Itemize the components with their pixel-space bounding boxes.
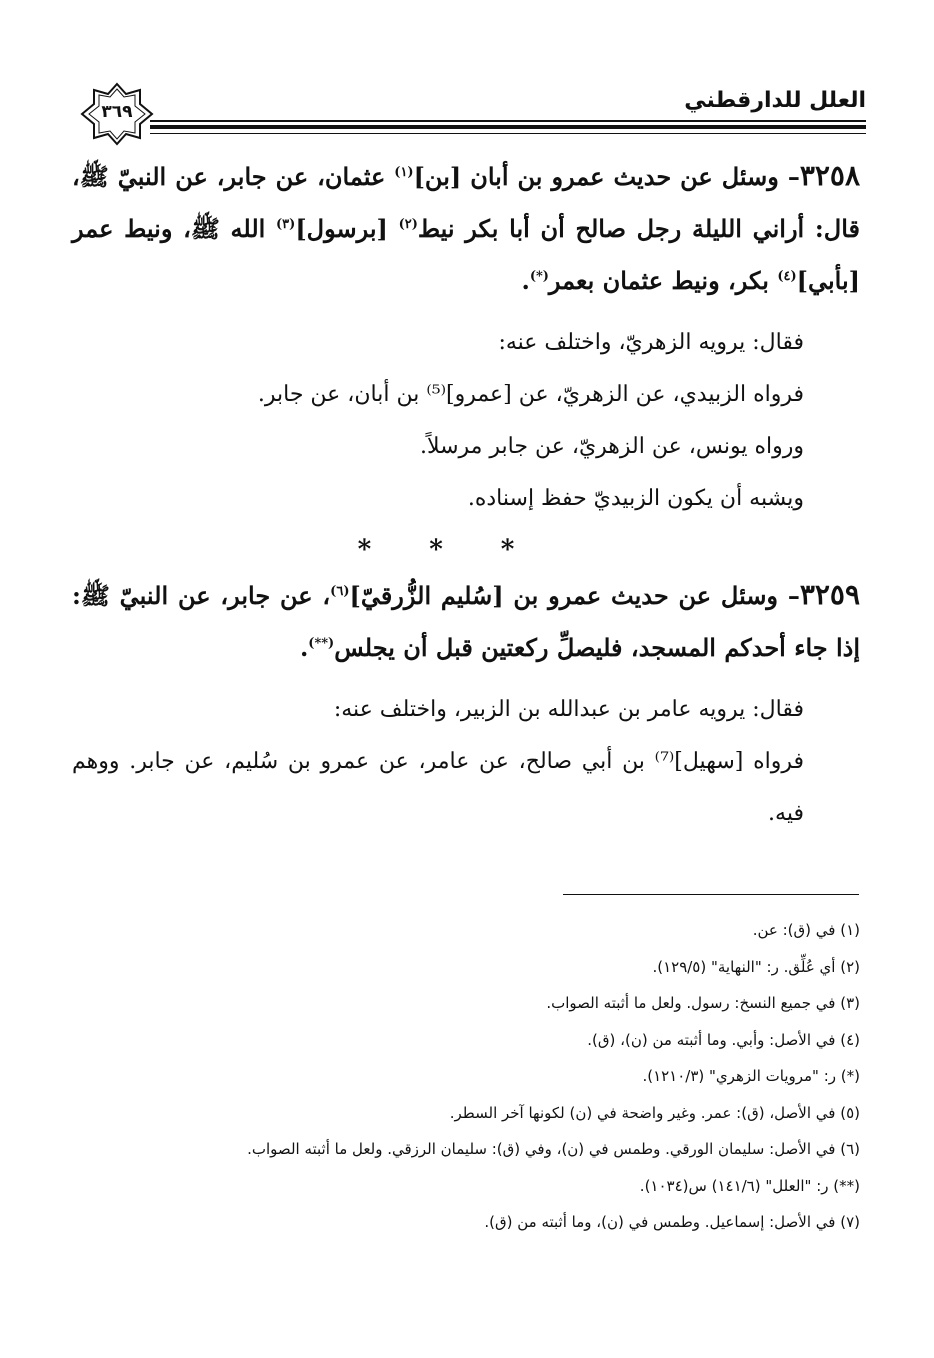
footnote: (٢) أي عُلِّق. ر: "النهاية" (١٢٩/٥).	[652, 957, 860, 976]
header-rule	[150, 133, 866, 134]
body-line: ورواه يونس، عن الزهريّ، عن جابر مرسلاً.	[419, 434, 804, 459]
separator-star: *	[357, 535, 372, 565]
footnote-rule	[563, 894, 859, 895]
main-text	[72, 150, 860, 840]
entry-text: [برسول]	[295, 214, 399, 243]
footnote-ref: (٤)	[777, 269, 797, 284]
entry-number: ٣٢٥٩	[799, 578, 860, 611]
footnote-ref: (٦)	[330, 584, 350, 599]
header-rule	[150, 125, 866, 129]
footnote: (١) في (ق): عن.	[752, 921, 860, 939]
entry-text: ، عن جابر، عن النبيّ ﷺ: إذا جاء أحدكم المسجد، فليصلِّ ركعتين قبل أن يجلس	[72, 581, 860, 662]
footnote: (٣) في جميع النسخ: رسول. ولعل ما أثبته الصواب.	[546, 994, 860, 1012]
footnote: (٧) في الأصل: إسماعيل. وطمس في (ن)، وما أثبته من (ق).	[484, 1213, 860, 1231]
body-line: فرواه [سهيل]⁽⁷⁾ بن أبي صالح، عن عامر، عن عمرو بن سُليم، عن جابر. ووهم فيه.	[72, 749, 804, 826]
separator-star: *	[500, 535, 515, 565]
footnote: (٦) في الأصل: سليمان الورقي. وطمس في (ن)، وفي (ق): سليمان الرزقي. ولعل ما أثبته الصواب.	[247, 1140, 860, 1158]
footnote-ref: (**)	[308, 636, 335, 651]
entry-3258-heading	[72, 150, 860, 307]
footnote: (٥) في الأصل، (ق): عمر. وغير واضحة في (ن) لكونها آخر السطر.	[449, 1103, 860, 1122]
footnote-ref: (٢)	[398, 217, 418, 232]
book-title: العلل للدارقطني	[684, 88, 866, 113]
footnote: (**) ر: "العلل" (١٤١/٦) س(١٠٣٤).	[639, 1176, 860, 1195]
entry-text: .	[521, 266, 530, 295]
body-line: فقال: يرويه عامر بن عبدالله بن الزبير، واختلف عنه:	[333, 697, 804, 722]
entry-text: – وسئل عن حديث عمرو بن [سُليم الزُّرقيّ]	[349, 581, 800, 610]
footnote-ref: (٣)	[276, 217, 296, 232]
entry-number: ٣٢٥٨	[799, 159, 860, 192]
entry-text: .	[299, 633, 309, 662]
section-separator	[72, 531, 860, 569]
footnotes	[80, 912, 860, 1241]
entry-text: عثمان، عن جابر، عن النبيّ ﷺ، قال: أراني الليلة رجل صالح أن أبا بكر نيط	[72, 162, 860, 243]
separator-star: *	[429, 535, 443, 565]
footnote-ref: (*)	[529, 269, 549, 284]
page-header	[80, 82, 866, 146]
body-line: فقال: يرويه الزهريّ، واختلف عنه:	[498, 330, 804, 355]
entry-text: الله ﷺ، ونيط عمر [بأبي]	[72, 214, 860, 295]
page-number: ٣٦٩	[101, 102, 133, 122]
entry-text: – وسئل عن حديث عمرو بن أبان [بن]	[413, 162, 800, 191]
body-line: فرواه الزبيدي، عن الزهريّ، عن [عمرو]⁽⁵⁾ بن أبان، عن جابر.	[257, 382, 804, 407]
footnote: (٤) في الأصل: وأبي. وما أثبته من (ن)، (ق).	[587, 1030, 860, 1049]
footnote: (*) ر: "مرويات الزهري" (١٢١٠/٣).	[642, 1067, 860, 1085]
body-line: ويشبه أن يكون الزبيديّ حفظ إسناده.	[467, 486, 804, 511]
footnote-ref: (١)	[394, 165, 414, 180]
header-rule	[150, 120, 866, 122]
entry-3259-heading	[72, 569, 860, 674]
entry-text: بكر، ونيط عثمان بعمر	[548, 266, 778, 295]
